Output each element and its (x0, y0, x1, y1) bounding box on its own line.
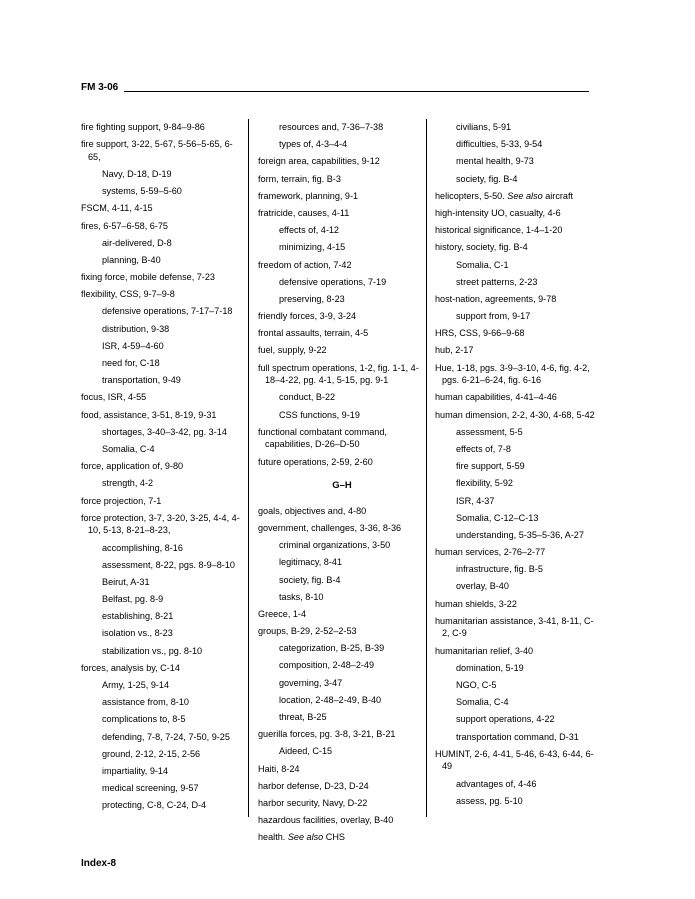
index-subentry: advantages of, 4-46 (456, 778, 537, 789)
index-subentry: effects of, 4-12 (279, 225, 339, 236)
index-entry: force protection, 3-7, 3-20, 3-25, 4-4, 4-10, 5-13, 8-21–8-23, (81, 512, 240, 536)
index-subentry: accomplishing, 8-16 (102, 542, 183, 553)
index-column-1 (81, 121, 241, 817)
column-divider (426, 119, 427, 817)
index-subentry: infrastructure, fig. B-5 (456, 564, 543, 575)
index-subentry: composition, 2-48–2-49 (279, 660, 375, 671)
index-subentry: NGO, C-5 (456, 680, 497, 690)
index-subentry: medical screening, 9-57 (102, 783, 199, 794)
index-subentry: shortages, 3-40–3-42, pg. 3-14 (102, 426, 227, 437)
index-entry: flexibility, CSS, 9-7–9-8 (81, 289, 175, 300)
index-subentry: ISR, 4-59–4-60 (102, 340, 164, 351)
index-entry: history, society, fig. B-4 (435, 242, 528, 253)
index-entry (258, 831, 426, 844)
index-entry: fratricide, causes, 4-11 (258, 207, 350, 218)
index-subentry: strength, 4-2 (102, 478, 154, 489)
index-entry: groups, B-29, 2-52–2-53 (258, 626, 357, 637)
index-subentry: isolation vs., 8-23 (102, 628, 173, 639)
index-entry: fire fighting support, 9-84–9-86 (81, 122, 205, 132)
index-entry: Greece, 1-4 (258, 608, 307, 619)
index-subentry: Somalia, C-12–C-13 (456, 512, 539, 523)
index-entry: functional combatant command, capabilities, D-26–D-50 (258, 426, 387, 450)
index-subentry: understanding, 5-35–5-36, A-27 (456, 529, 584, 540)
index-subentry: impartiality, 9-14 (102, 765, 169, 776)
index-subentry: threat, B-25 (279, 712, 327, 722)
index-entry: historical significance, 1-4–1-20 (435, 225, 563, 236)
index-subentry: defensive operations, 7-17–7-18 (102, 306, 233, 317)
index-entry: Haiti, 8-24 (258, 763, 300, 774)
index-entry: force, application of, 9-80 (81, 461, 184, 472)
index-entry: framework, planning, 9-1 (258, 190, 359, 201)
index-entry: fuel, supply, 9-22 (258, 345, 327, 356)
index-subentry: assistance from, 8-10 (102, 697, 189, 708)
index-subentry: preserving, 8-23 (279, 293, 345, 304)
index-subentry: governing, 3-47 (279, 677, 343, 688)
index-entry: human services, 2-76–2-77 (435, 547, 546, 558)
index-entry: human capabilities, 4-41–4-46 (435, 392, 557, 403)
index-subentry: protecting, C-8, C-24, D-4 (102, 800, 207, 811)
index-entry: hub, 2-17 (435, 345, 474, 356)
index-entry: human shields, 3-22 (435, 598, 517, 609)
index-subentry: complications to, 8-5 (102, 714, 186, 725)
index-subentry: support from, 9-17 (456, 311, 531, 322)
index-entry: future operations, 2-59, 2-60 (258, 456, 373, 467)
index-entry: full spectrum operations, 1-2, fig. 1-1, 4-18–4-22, pg. 4-1, 5-15, pg. 9-1 (258, 362, 419, 386)
entry-text: helicopters, 5-50. (435, 190, 505, 201)
index-subentry: Aideed, C-15 (279, 746, 333, 757)
index-subentry: stabilization vs., pg. 8-10 (102, 645, 203, 656)
index-entry: freedom of action, 7-42 (258, 259, 352, 270)
index-subentry: systems, 5-59–5-60 (102, 186, 182, 197)
index-subentry: conduct, B-22 (279, 392, 336, 403)
index-subentry: mental health, 9-73 (456, 156, 534, 167)
index-subentry: categorization, B-25, B-39 (279, 643, 385, 654)
column-divider (248, 119, 249, 817)
index-entry: FSCM, 4-11, 4-15 (81, 203, 153, 214)
index-subentry: Somalia, C-1 (456, 259, 509, 270)
index-subentry: defensive operations, 7-19 (279, 276, 387, 287)
index-subentry: street patterns, 2-23 (456, 276, 538, 287)
index-entry: force projection, 7-1 (81, 495, 162, 506)
index-subentry: Belfast, pg. 8-9 (102, 594, 164, 605)
index-entry: hazardous facilities, overlay, B-40 (258, 815, 394, 826)
index-subentry: establishing, 8-21 (102, 611, 174, 622)
index-entry: friendly forces, 3-9, 3-24 (258, 311, 357, 322)
entry-text: health. (258, 832, 286, 843)
index-entry: human dimension, 2-2, 4-30, 4-68, 5-42 (435, 409, 595, 420)
index-subentry: transportation, 9-49 (102, 375, 181, 386)
index-subentry: support operations, 4-22 (456, 714, 555, 725)
section-heading: G–H (332, 480, 352, 492)
index-entry: government, challenges, 3-36, 8-36 (258, 522, 402, 533)
index-subentry: planning, B-40 (102, 254, 161, 265)
index-subentry: Somalia, C-4 (456, 697, 509, 708)
index-subentry: tasks, 8-10 (279, 591, 324, 602)
page-footer: Index-8 (81, 858, 117, 869)
index-subentry: society, fig. B-4 (279, 574, 341, 585)
index-entry: form, terrain, fig. B-3 (258, 173, 341, 184)
index-entry: fires, 6-57–6-58, 6-75 (81, 220, 168, 231)
index-entry: frontal assaults, terrain, 4-5 (258, 328, 369, 339)
index-entry: guerilla forces, pg. 3-8, 3-21, B-21 (258, 729, 396, 740)
index-column-2 (258, 121, 426, 849)
index-subentry: assessment, 8-22, pgs. 8-9–8-10 (102, 559, 235, 570)
index-subentry: fire support, 5-59 (456, 461, 525, 472)
index-entry: humanitarian assistance, 3-41, 8-11, C-2, C-9 (435, 615, 594, 639)
index-subentry: air-delivered, D-8 (102, 237, 172, 248)
index-subentry: flexibility, 5-92 (456, 478, 513, 489)
index-entry: fire support, 3-22, 5-67, 5-56–5-65, 6-65, (81, 139, 233, 162)
index-entry: forces, analysis by, C-14 (81, 662, 180, 673)
index-entry: harbor security, Navy, D-22 (258, 797, 368, 808)
index-entry: HUMINT, 2-6, 4-41, 5-46, 6-43, 6-44, 6-49 (435, 748, 594, 772)
index-subentry: ISR, 4-37 (456, 495, 495, 506)
index-entry: humanitarian relief, 3-40 (435, 645, 534, 656)
index-subentry: domination, 5-19 (456, 662, 524, 673)
header-rule (124, 91, 589, 92)
index-subentry: minimizing, 4-15 (279, 242, 346, 253)
index-subentry: difficulties, 5-33, 9-54 (456, 139, 543, 150)
index-subentry: Army, 1-25, 9-14 (102, 680, 170, 690)
index-subentry: Beirut, A-31 (102, 576, 150, 587)
index-subentry: transportation command, D-31 (456, 731, 579, 742)
index-entry: host-nation, agreements, 9-78 (435, 293, 557, 304)
index-entry: food, assistance, 3-51, 8-19, 9-31 (81, 409, 217, 420)
index-subentry: criminal organizations, 3-50 (279, 540, 391, 551)
index-subentry: society, fig. B-4 (456, 173, 518, 184)
index-entry: focus, ISR, 4-55 (81, 392, 147, 403)
index-entry: foreign area, capabilities, 9-12 (258, 156, 380, 167)
index-subentry: assessment, 5-5 (456, 426, 523, 437)
index-entry (435, 190, 595, 203)
index-entry: fixing force, mobile defense, 7-23 (81, 272, 215, 283)
index-subentry: location, 2-48–2-49, B-40 (279, 694, 382, 705)
see-also-text: See also (285, 832, 324, 843)
index-column-3 (435, 121, 595, 812)
index-entry: HRS, CSS, 9-66–9-68 (435, 328, 525, 339)
see-also-target: CHS (323, 832, 345, 843)
index-subentry: ground, 2-12, 2-15, 2-56 (102, 748, 201, 759)
index-entry: high-intensity UO, casualty, 4-6 (435, 207, 561, 218)
see-also-target: aircraft (542, 190, 574, 201)
index-subentry: legitimacy, 8-41 (279, 557, 343, 568)
see-also-text: See also (504, 190, 543, 201)
index-entry: Hue, 1-18, pgs. 3-9–3-10, 4-6, fig. 4-2, pgs. 6-21–6-24, fig. 6-16 (435, 362, 590, 386)
index-subentry: resources and, 7-36–7-38 (279, 122, 384, 132)
index-subentry: effects of, 7-8 (456, 443, 511, 454)
index-subentry: CSS functions, 9-19 (279, 409, 360, 420)
index-subentry: need for, C-18 (102, 358, 160, 369)
index-subentry: assess, pg. 5-10 (456, 795, 523, 806)
index-subentry: overlay, B-40 (456, 581, 509, 592)
index-subentry: civilians, 5-91 (456, 122, 512, 132)
index-subentry: distribution, 9-38 (102, 323, 170, 334)
index-subentry: Navy, D-18, D-19 (102, 168, 172, 179)
running-header: FM 3-06 (81, 82, 119, 93)
index-entry: goals, objectives and, 4-80 (258, 505, 367, 516)
index-entry: harbor defense, D-23, D-24 (258, 780, 369, 791)
index-subentry: Somalia, C-4 (102, 443, 155, 454)
index-subentry: types of, 4-3–4-4 (279, 139, 348, 150)
index-subentry: defending, 7-8, 7-24, 7-50, 9-25 (102, 731, 230, 742)
